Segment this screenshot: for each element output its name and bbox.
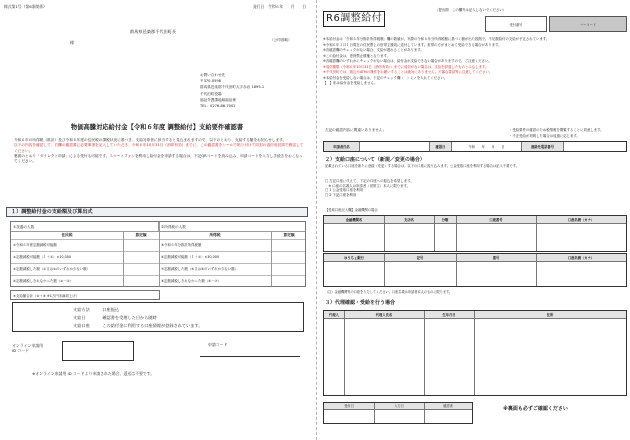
office-use-note: （提出期 この欄外は記入しないでください）: [435, 8, 507, 12]
sender-line: 群馬県邑楽郡千代田町大字赤岩 1895-1: [200, 85, 265, 90]
calculation-table: [10, 221, 306, 287]
bank-section-title: 【受取口座記入欄】金融機関の場合: [325, 208, 378, 212]
confirm-text: 左記の確認内容に間違いありません。: [325, 128, 387, 132]
confirm-date-field[interactable]: 令和 年 月 日: [452, 142, 522, 151]
yucho-head: 記号: [384, 254, 456, 262]
divider: [11, 239, 305, 240]
left-page: [0, 0, 314, 440]
calc-left-head: ①扶養の人数: [11, 222, 159, 232]
bank-footnote: （注）金融機関等の口座を入力してください。口座名義は申請者本人のものに限ります。: [325, 290, 453, 294]
online-id-box[interactable]: [62, 341, 134, 361]
note-line-deadline: ※返信期限（令和６年10月31日（消印有効））までに返信がない場合は、支給を辞退したものとみなします。: [323, 64, 489, 69]
application-code-label: 申請コード: [208, 342, 228, 347]
sender-line: TEL：0276-86-7002: [200, 104, 236, 109]
yucho-table: [323, 253, 627, 287]
note-line: ※各確認欄のチェックがない場合、支給が遅れることがあります。: [323, 48, 424, 52]
section3-title: ３）代理確認・受給を行う場合: [325, 300, 396, 306]
section1-title: １）調整給付金の支給額及び算出式: [6, 207, 308, 217]
calc-right-row: ⑧定額減税しきれなかった額（⑥－⑦）: [161, 279, 221, 283]
applicant-table: [323, 141, 627, 152]
divider: [11, 275, 305, 276]
calc-right-row: ⑥定額減税可能額（１＋①）×30,000: [161, 255, 220, 259]
yucho-head: 番号: [456, 254, 536, 262]
proxy-head: 生年月日: [424, 311, 474, 319]
decline-checkbox[interactable]: 【 】私は給付金を受給しません。: [323, 81, 378, 85]
sender-line: 〒370-0598: [200, 79, 221, 84]
yucho-head: ゆうちょ銀行: [324, 254, 384, 262]
payee-row: [73, 323, 203, 328]
bank-head: 口座名義（カナ）: [536, 216, 626, 224]
section2-note: 記載されている口座を新たに登録（変更）する場合は、以下の口座に振り込みます。公金受取口座を利用する場合は記入不要です。: [325, 164, 519, 168]
confirm-date-label: 確認日: [430, 142, 452, 151]
divider: [456, 254, 457, 286]
online-label: [12, 343, 43, 353]
sender-line: 千代田町役場: [200, 91, 222, 96]
calc-right-row: ⑤令和６年分推計所得税額: [161, 243, 202, 247]
confirm-note: ・不正受給が判明した場合は返還に応じます。: [509, 134, 580, 138]
paragraph: 令和６年の所得税（推計）及び令和６年度の住民税の課税状況に基づき、支給対象者に該当すると見込まれますので、以下のとおり、支給する額をお知らせします。: [14, 138, 287, 142]
office-use-table: [323, 402, 473, 424]
calc-left-row: ①令和６年度定額減税可能額: [13, 243, 57, 247]
payee-key: 支給日: [73, 315, 86, 320]
proxy-head: 住所: [474, 311, 626, 319]
calc-right-head: ②所得税の人数: [159, 222, 305, 232]
payee-value: この給付金に利用する口座情報が登録されています。: [102, 323, 203, 328]
r6-title: R6調整給付: [323, 11, 385, 27]
yucho-head: 口座名義（カナ）: [536, 254, 626, 262]
divider: [271, 232, 272, 286]
calc-left-col-title: 住民税: [61, 233, 73, 237]
bank-head: 分類: [434, 216, 456, 224]
bank-head: 金融機関名: [324, 216, 384, 224]
bank-head: 口座番号: [456, 216, 536, 224]
note-line: ※本給付金は「令和６年分推計所得税額」欄の数値が、実際の令和６年分所得税額に基づく額が出た段階で、不足額給付の支給が予定されています。: [323, 37, 550, 41]
checkbox-below-account[interactable]: □ 2 下記口座を利用: [325, 192, 357, 197]
checkbox-alt-account[interactable]: □ 左記口座に代えて、下記の口座への振込を希望します。: [325, 179, 414, 183]
calc-right-row: ⑦定額減税した額（⑤又は⑥のいずれか少ない額）: [161, 267, 238, 271]
payee-row: [73, 307, 119, 312]
right-page: [316, 0, 630, 440]
applicant-name-field[interactable]: [360, 142, 430, 151]
calc-left-row: ②定額減税可能額（１＋①）×10,000: [13, 255, 72, 259]
payee-key: 支給方法: [73, 307, 90, 312]
note-line: ※令和６年１月１日現在の住民票上の世帯主様宛に送付しています。世帯の方がまとめて受給できる場合があります。: [323, 42, 502, 47]
recipient-sama: 様: [70, 40, 75, 45]
payee-row: [73, 315, 157, 320]
note-line-warning: ※千代田町では、振込やATMの操作をお願いすることは絶対にありません。不審な電話等に注意してください。: [323, 70, 493, 74]
divider: [11, 263, 305, 264]
bank-head: 支店名: [384, 216, 434, 224]
recipient-stamp: （公印省略）: [270, 38, 292, 42]
checkbox-public-account[interactable]: □ 1 公金受取口座を利用: [325, 188, 364, 192]
divider: [374, 403, 375, 423]
divider: [536, 216, 537, 251]
form-number: 様式第1号（第6条関係）: [4, 4, 47, 9]
proxy-head: 代理人氏名: [344, 311, 424, 319]
office-head: 入力日: [374, 403, 424, 410]
divider: [384, 216, 385, 251]
recipient-address: 群馬県邑楽郡千代田町長: [130, 29, 177, 34]
section2-title: ２）支給口座について（新規／変更の場合）: [325, 157, 425, 163]
divider: [384, 254, 385, 286]
divider: [344, 311, 345, 395]
divider: [159, 222, 160, 286]
divider: [424, 403, 425, 423]
calc-right-col-title: 所得税: [209, 233, 221, 237]
payment-total: ⑨支給額合計（④＋⑧ ※1万円未満切上げ）: [10, 290, 160, 300]
payee-key: 支給口座: [73, 323, 90, 328]
payee-value: 確認書を受理した日から随時: [102, 315, 157, 320]
sender-line: 福祉介護課地域福祉係: [200, 97, 236, 102]
application-code-line[interactable]: [200, 356, 300, 357]
bank-table: [323, 215, 627, 252]
calc-left-amount-title: 算定額: [135, 233, 147, 237]
reception-number-box: 受付番号: [485, 16, 547, 32]
office-head: 確認者: [424, 403, 472, 410]
sender-line: お問い合わせ先: [200, 73, 226, 77]
notes-block: [323, 37, 629, 87]
account-choice: [325, 179, 625, 197]
body-text: [14, 138, 306, 164]
office-head: 受付日: [324, 403, 374, 410]
phone-field[interactable]: [564, 142, 626, 151]
online-id-label: ID コード: [12, 348, 30, 353]
divider: [474, 311, 475, 395]
note-line: ※各確認欄のいずれかにチェックがない場合は、給付金が支給できない場合がありますので、ご注意ください。: [323, 59, 492, 63]
confirm-note: ・受給要件の確認のため税情報を閲覧することに同意します。: [509, 128, 604, 132]
phone-label: 連絡先電話番号: [522, 142, 564, 151]
payee-value: 口座振込: [102, 307, 120, 312]
online-label-line: オンライン申請用: [12, 343, 44, 348]
sender-block: [200, 72, 264, 109]
paragraph-deadline: 以下の内容を確認して、右欄の確認書に必要事項を記入していただき、令和６年10月31日（消印有効）までに、この確認書をシールで貼り付けて同封の返信用封筒で郵送してください。: [14, 143, 304, 153]
note-line: ※この給付金は、差押禁止債権となります。: [323, 53, 390, 58]
divider: [11, 251, 305, 252]
proxy-table: [323, 310, 627, 396]
document-title: 物価高騰対応給付金【令和６年度 調整給付】支給要件確認書: [70, 124, 244, 131]
calc-left-row: ④定額減税しきれなかった額（②－③）: [13, 279, 73, 283]
online-note: ※オンライン申請用 ID コードより申請された場合、返送は不要です。: [32, 371, 155, 376]
payee-info-box: [12, 302, 304, 332]
issue-date: 発行日 令和６年 月 日: [252, 4, 306, 9]
divider: [536, 254, 537, 286]
paragraph: 裏面のとおり「ダイレクト申請」による受付も可能です。スマートフォンを利用し給付金を申請する場合は、下記QRコードを読み込み、申請コードを入力し手続きをおこなってください。: [14, 153, 303, 164]
note-line: ※本給付金を受給しない場合は、下記のチェック欄（ ）に✓を入れてください。: [323, 75, 448, 80]
back-page-note: ※裏面も必ずご確認ください: [503, 406, 568, 412]
divider: [434, 216, 435, 251]
divider: [123, 232, 124, 286]
check-note: ※ 口座の名義人は申請者（世帯主）本人に限ります。: [325, 183, 411, 188]
applicant-name-label: 申請者氏名: [324, 142, 360, 151]
calc-left-row: ③定額減税した額（①又は②のいずれか少ない額）: [13, 267, 90, 271]
divider: [456, 216, 457, 251]
calc-right-amount-title: 算定額: [283, 233, 295, 237]
proxy-head: 代理人: [324, 311, 344, 319]
barcode-box: バーコード: [549, 16, 627, 32]
divider: [424, 311, 425, 395]
